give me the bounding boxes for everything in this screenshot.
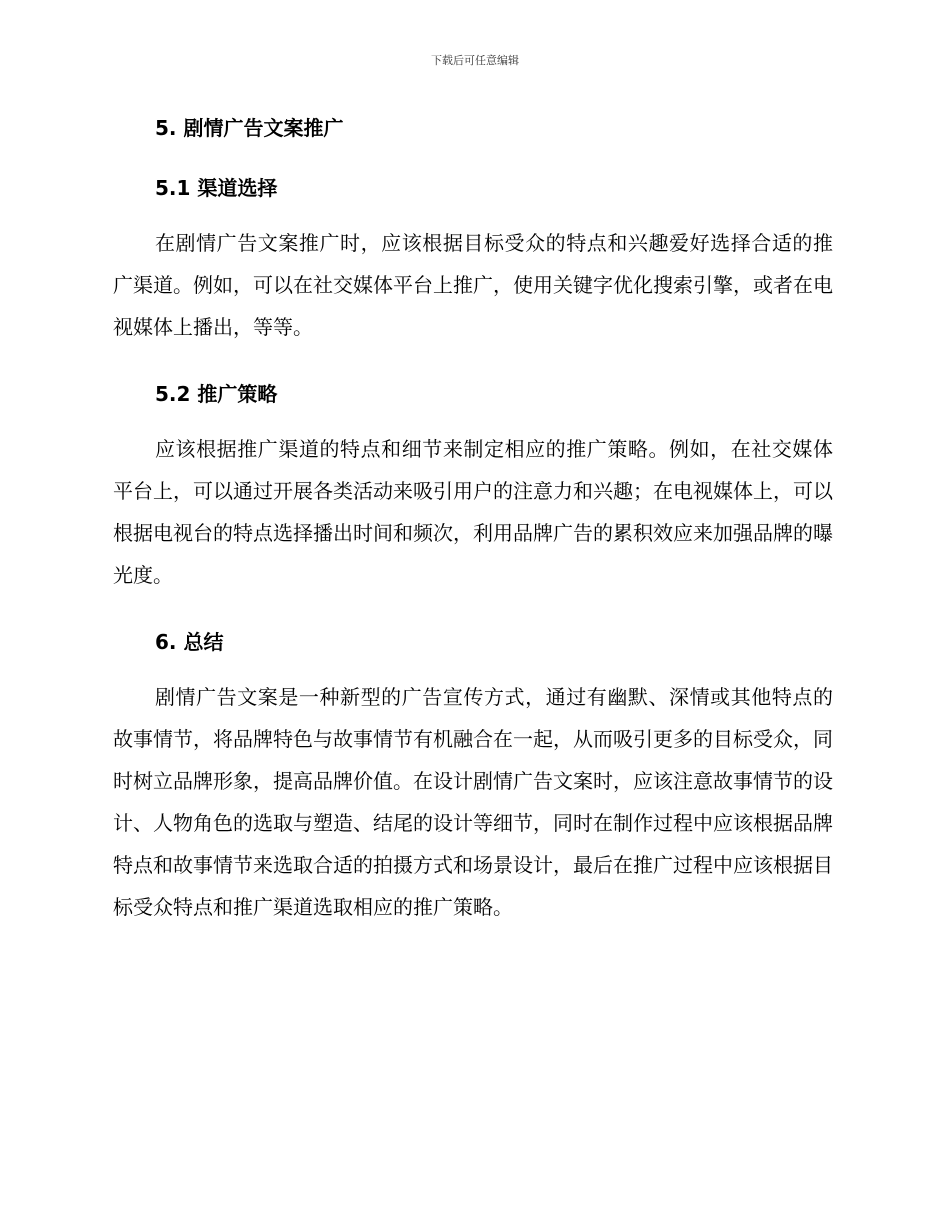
section-5-2-paragraph: 应该根据推广渠道的特点和细节来制定相应的推广策略。例如，在社交媒体平台上，可以通过开展各类活动来吸引用户的注意力和兴趣；在电视媒体上，可以根据电视台的特点选择播出时间和频次，利用品牌广告的累积效应来加强品牌的曝光度。 [113,437,833,587]
section-5-heading: 5. 剧情广告文案推广 [155,116,344,140]
document-body [113,110,833,928]
section-5-1-paragraph: 在剧情广告文案推广时，应该根据目标受众的特点和兴趣爱好选择合适的推广渠道。例如，可以在社交媒体平台上推广，使用关键字优化搜索引擎，或者在电视媒体上播出，等等。 [113,231,833,339]
section-6-paragraph: 剧情广告文案是一种新型的广告宣传方式，通过有幽默、深情或其他特点的故事情节，将品牌特色与故事情节有机融合在一起，从而吸引更多的目标受众，同时树立品牌形象，提高品牌价值。在设计剧情广告文案时，应该注意故事情节的设计、人物角色的选取与塑造、结尾的设计等细节，同时在制作过程中应该根据品牌特点和故事情节来选取合适的拍摄方式和场景设计，最后在推广过程中应该根据目标受众特点和推广渠道选取相应的推广策略。 [113,685,833,919]
page-header: 下载后可任意编辑 [431,54,519,67]
section-6-heading: 6. 总结 [155,630,224,654]
section-5-2-heading: 5.2 推广策略 [155,382,278,406]
section-5-1-heading: 5.1 渠道选择 [155,176,278,200]
